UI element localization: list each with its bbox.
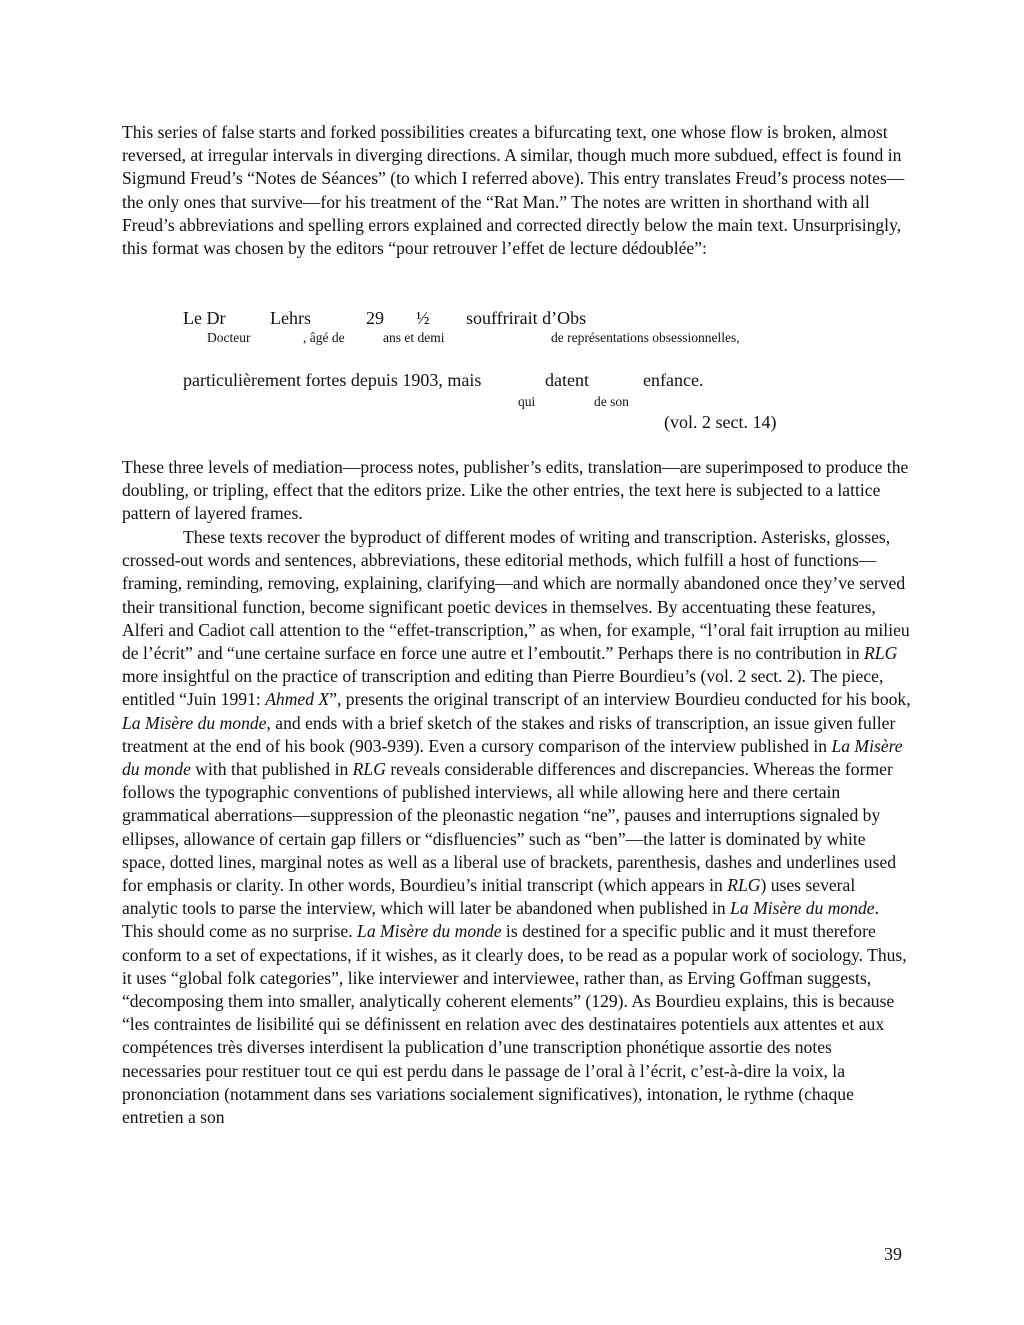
italic-title: La Misère du monde: [122, 712, 267, 733]
italic-title: RLG: [352, 759, 386, 780]
quote-gloss: Docteur: [207, 330, 251, 345]
italic-title: La Misère du monde: [122, 735, 903, 780]
quote-citation: (vol. 2 sect. 14): [664, 412, 777, 432]
text-run: with that published in: [190, 759, 353, 780]
quote-word: 29: [366, 308, 384, 328]
quote-gloss: de représentations obsessionnelles,: [551, 330, 740, 345]
paragraph-transcription: [122, 526, 912, 1129]
quote-word: enfance.: [643, 370, 704, 390]
italic-title: RLG: [864, 643, 898, 664]
text-run: , and ends with a brief sketch of the stakes and risks of transcription, an issue given fuller treatment at the end of his book (903-939). Even a cursory comparison of the interview published in: [122, 712, 896, 756]
text-run: ) uses several analytic tools to parse the interview, which will later be abandoned when published in: [122, 875, 856, 919]
text-run: more insightful on the practice of transcription and editing than Pierre Bourdieu’s (vol. 2 sect. 2). The piece, entitled “Juin 1991:: [122, 666, 884, 710]
quote-word: Le Dr: [183, 308, 226, 328]
quote-gloss: ans et demi: [383, 330, 445, 345]
text-run: ”, presents the original transcript of an interview Bourdieu conducted for his book,: [329, 689, 911, 710]
quote-gloss: , âgé de: [303, 330, 345, 345]
text-run: These texts recover the byproduct of different modes of writing and transcription. Asterisks, glosses, crossed-out words and sentences, abbreviations, these editorial methods, which fulfill a host of functions—framing, reminding, removing, explaining, clarifying—and which are normally abandoned once they’ve served their transitional function, become significant poetic devices in themselves. By accentuating these features, Alferi and Cadiot call attention to the “effet-transcription,” as when, for example, “l’oral fait irruption au milieu de l’écrit” and “une certaine surface en force une autre et l’emboutit.” Perhaps there is no contribution in: [122, 527, 910, 664]
quote-word: particulièrement fortes depuis 1903, mais: [183, 370, 482, 390]
quote-word: datent: [545, 370, 589, 390]
quote-word: ½: [416, 308, 430, 328]
italic-title: RLG: [727, 875, 761, 896]
text-run: . This should come as no surprise.: [122, 898, 880, 942]
page-number: 39: [884, 1244, 902, 1264]
text-run: reveals considerable differences and discrepancies. Whereas the former follows the typographic conventions of published interviews, all while allowing here and there certain grammatical aberrations—suppression of the pleonastic negation “ne”, pauses and interruptions signaled by ellipses, allowance of certain gap fillers or “disfluencies” such as “ben”—the latter is dominated by white space, dotted lines, marginal notes as well as a liberal use of brackets, parenthesis, dashes and underlines used for emphasis or clarity. In other words, Bourdieu’s initial transcript (which appears in: [122, 759, 897, 896]
italic-title: Ahmed X: [265, 689, 330, 710]
quote-word: souffrirait d’Obs: [466, 308, 587, 328]
quote-gloss: de son: [594, 394, 629, 409]
paragraph-intro: This series of false starts and forked possibilities creates a bifurcating text, one whose flow is broken, almost reversed, at irregular intervals in diverging directions. A similar, though much more subdued, effect is found in Sigmund Freud’s “Notes de Séances” (to which I referred above). This entry translates Freud’s process notes—the only ones that survive—for his treatment of the “Rat Man.” The notes are written in shorthand with all Freud’s abbreviations and spelling errors explained and corrected directly below the main text. Unsurprisingly, this format was chosen by the editors “pour retrouver l’effet de lecture dédoublée”:: [122, 122, 905, 259]
italic-title: La Misère du monde: [357, 921, 502, 942]
quote-word: Lehrs: [270, 308, 311, 328]
text-run: is destined for a specific public and it must therefore conform to a set of expectations, if it wishes, as it clearly does, to be read as a popular work of sociology. Thus, it uses “global folk categories”, like interviewer and interviewee, rather than, as Erving Goffman suggests, “decomposing them into smaller, analytically coherent elements” (129). As Bourdieu explains, this is because “les contraintes de lisibilité qui se définissent en relation avec des destinataires potentiels aux attentes et aux compétences très diverses interdisent la publication d’une transcription phonétique assortie des notes necessaries pour restituer tout ce qui est perdu dans le passage de l’oral à l’écrit, c’est-à-dire la voix, la prononciation (notamment dans ses variations socialement significatives), intonation, le rythme (chaque entretien a son: [122, 921, 907, 1128]
quote-gloss: qui: [518, 394, 536, 409]
italic-title: La Misère du monde: [730, 898, 875, 919]
paragraph-mediation: These three levels of mediation—process notes, publisher’s edits, translation—are superimposed to produce the doubling, or tripling, effect that the editors prize. Like the other entries, the text here is subjected to a lattice pattern of layered frames.: [122, 457, 909, 524]
